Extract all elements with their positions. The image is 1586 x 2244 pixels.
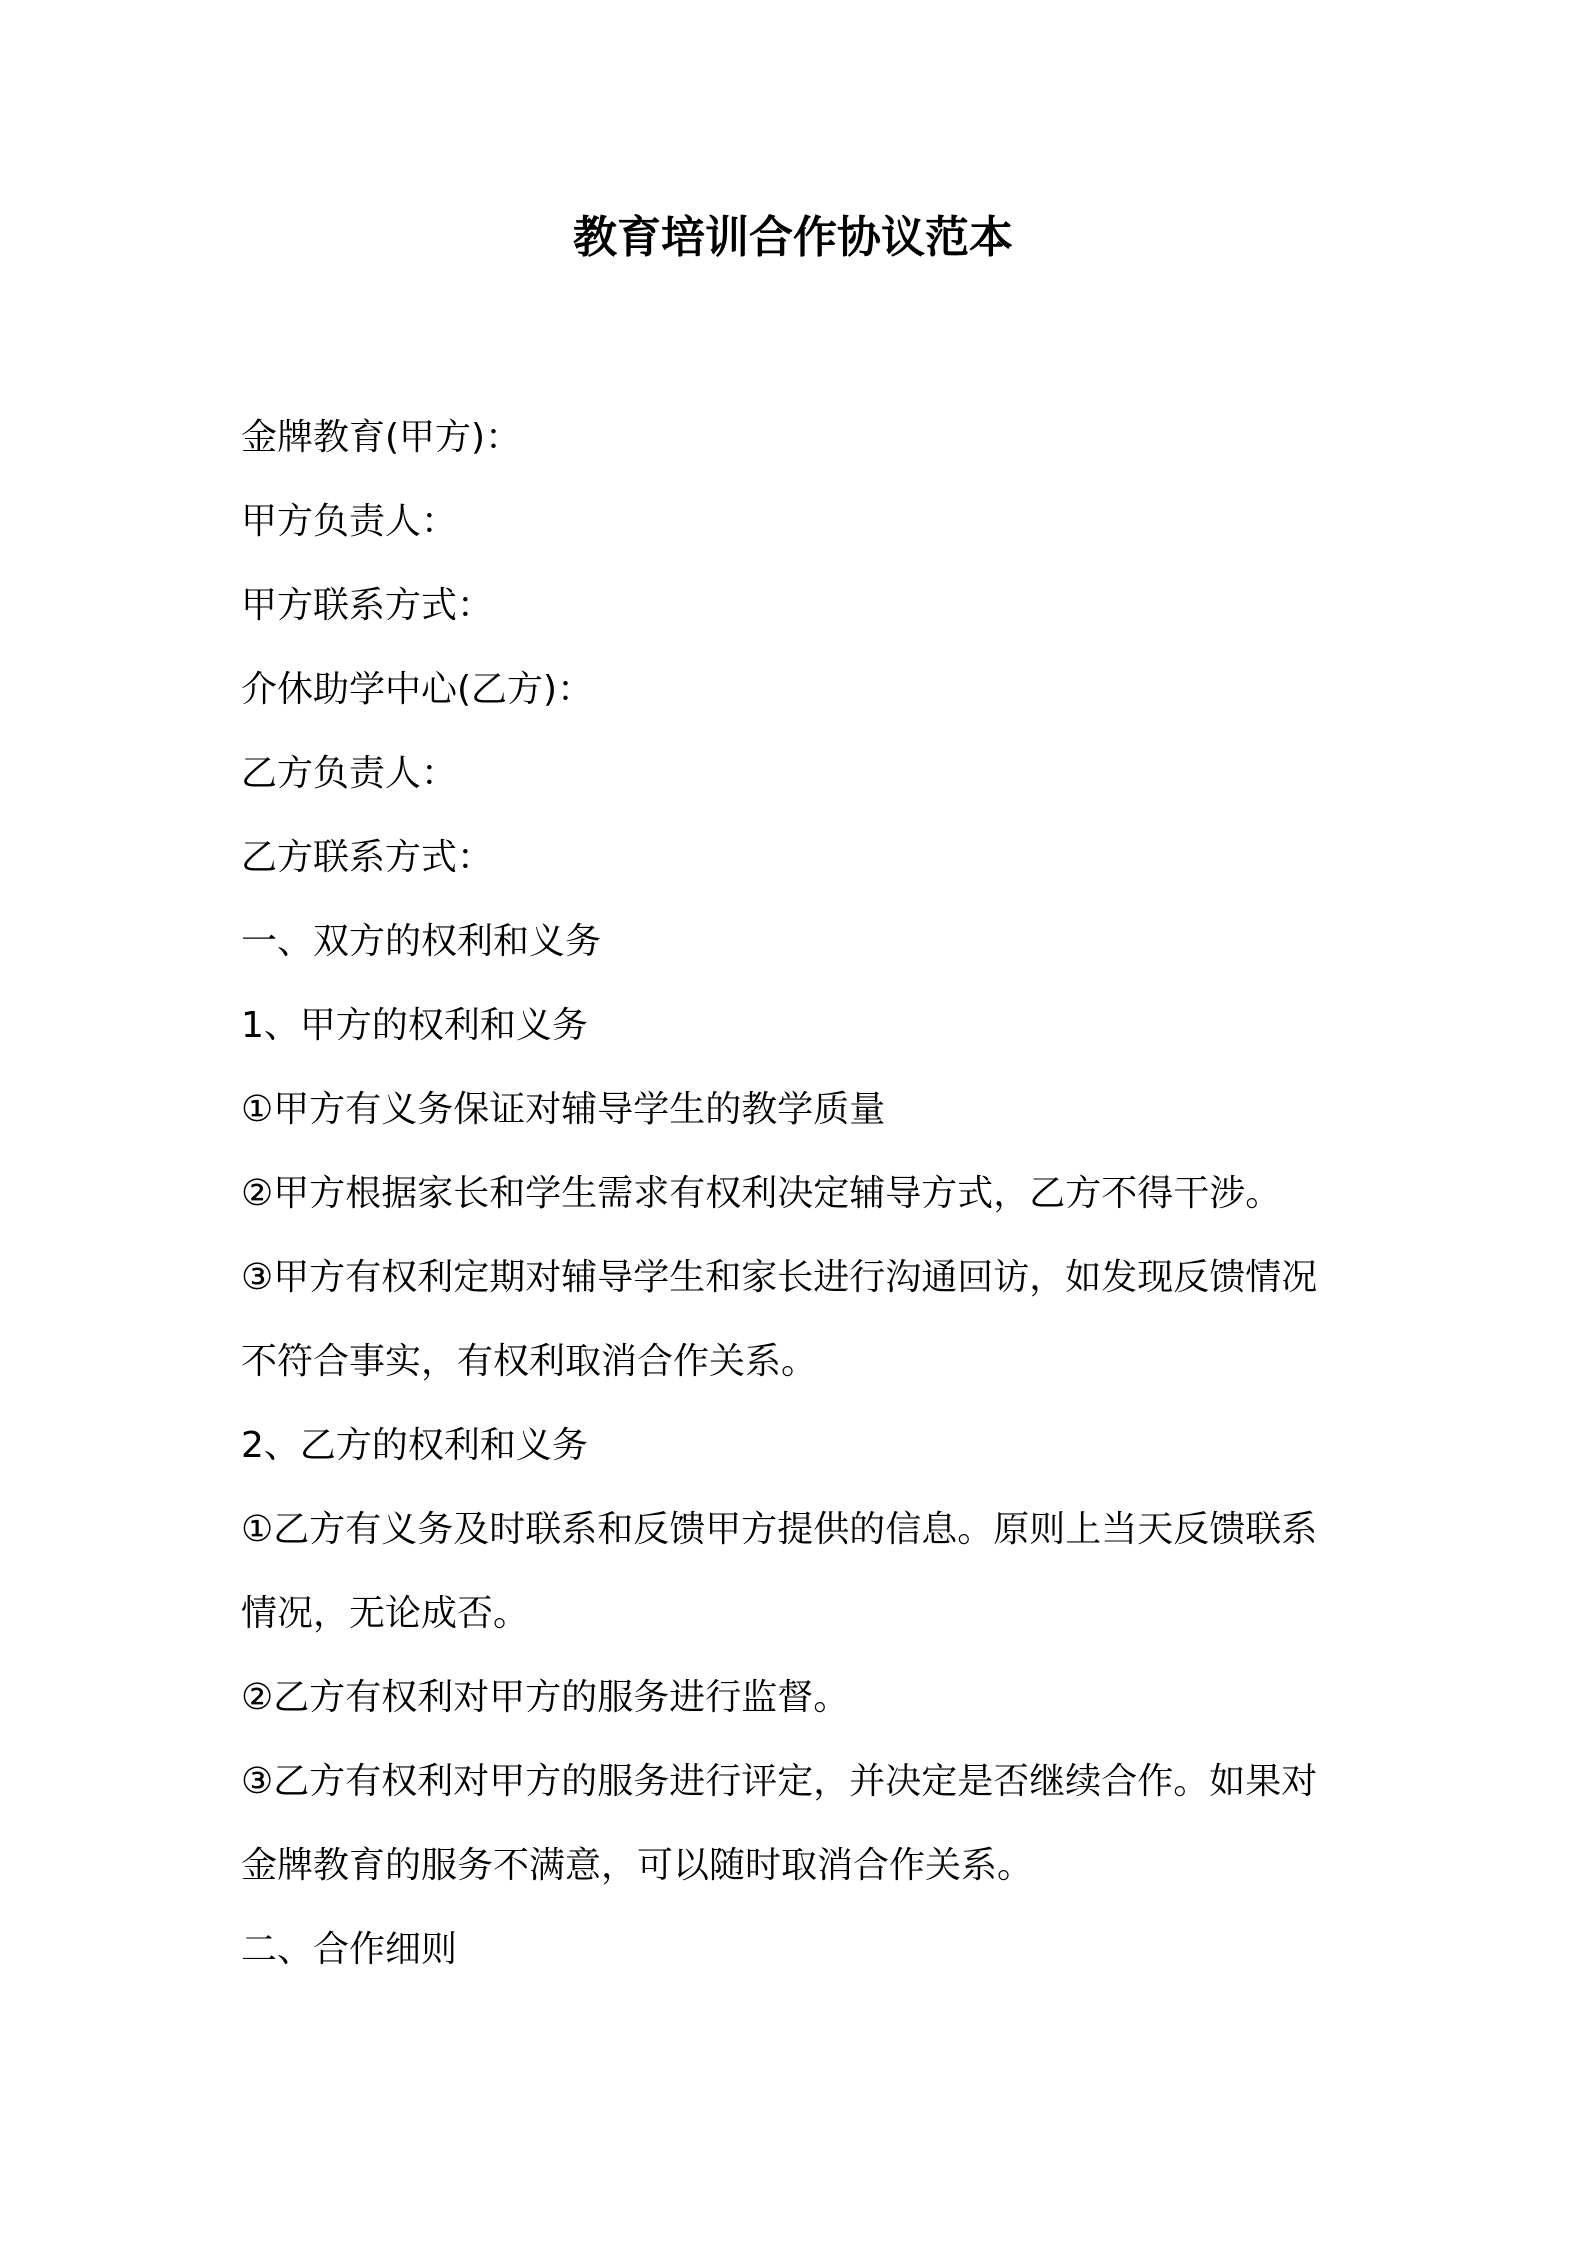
clause-a-2: ②甲方根据家长和学生需求有权利决定辅导方式，乙方不得干涉。 <box>241 1173 1282 1214</box>
party-b-contact-line: 乙方联系方式： <box>241 837 494 878</box>
clause-b-3-line-1: ③乙方有权利对甲方的服务进行评定，并决定是否继续合作。如果对 <box>241 1761 1318 1802</box>
party-a-representative-line: 甲方负责人： <box>241 501 458 542</box>
party-a-name-line: 金牌教育(甲方)： <box>241 417 522 458</box>
clause-a-3-line-1: ③甲方有权利定期对辅导学生和家长进行沟通回访，如发现反馈情况 <box>241 1257 1318 1298</box>
clause-b-2: ②乙方有权利对甲方的服务进行监督。 <box>241 1677 850 1718</box>
party-a-contact-line: 甲方联系方式： <box>241 585 494 626</box>
subsection-heading-party-b: 2、乙方的权利和义务 <box>241 1425 588 1466</box>
document-body <box>241 408 1361 2004</box>
section-heading-rights-obligations: 一、双方的权利和义务 <box>241 921 602 962</box>
party-b-representative-line: 乙方负责人： <box>241 753 458 794</box>
clause-a-3-line-2: 不符合事实，有权利取消合作关系。 <box>241 1341 818 1382</box>
clause-b-1-line-1: ①乙方有义务及时联系和反馈甲方提供的信息。原则上当天反馈联系 <box>241 1509 1318 1550</box>
subsection-heading-party-a: 1、甲方的权利和义务 <box>241 1005 588 1046</box>
section-heading-cooperation-rules: 二、合作细则 <box>241 1929 458 1970</box>
clause-b-1-line-2: 情况，无论成否。 <box>241 1593 530 1634</box>
clause-a-1: ①甲方有义务保证对辅导学生的教学质量 <box>241 1089 886 1130</box>
clause-b-3-line-2: 金牌教育的服务不满意，可以随时取消合作关系。 <box>241 1845 1034 1886</box>
document-title: 教育培训合作协议范本 <box>573 212 1013 263</box>
party-b-name-line: 介休助学中心(乙方)： <box>241 669 594 710</box>
